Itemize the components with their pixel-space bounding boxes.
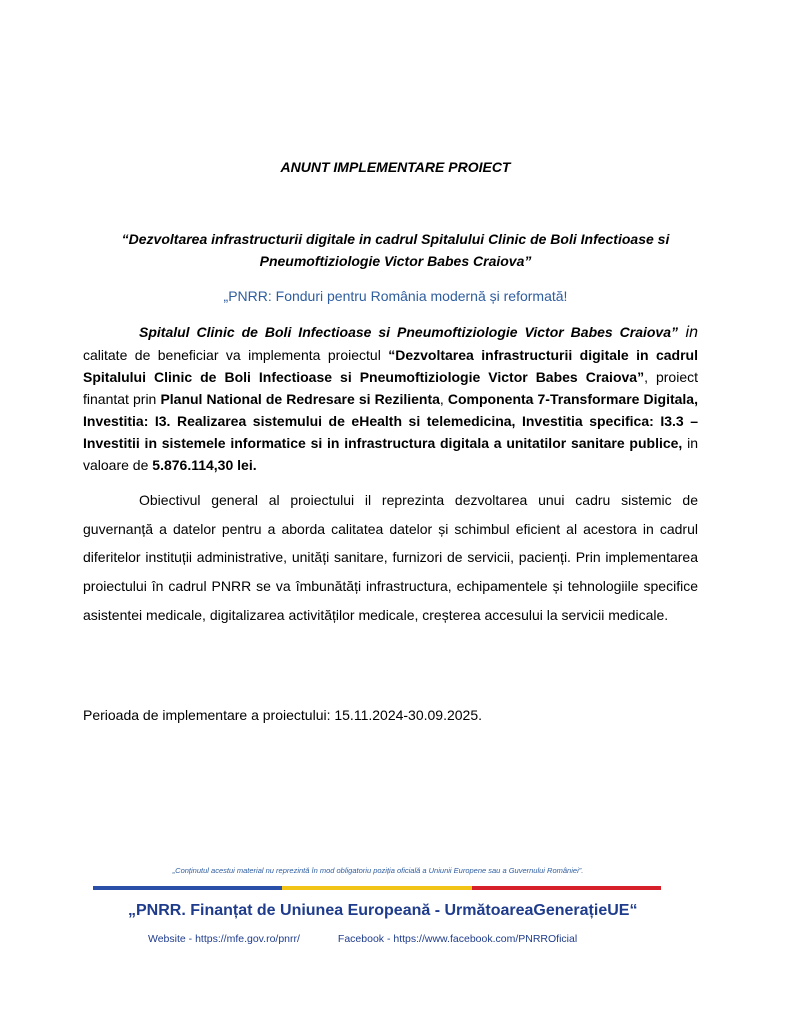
website-link[interactable]: Website - https://mfe.gov.ro/pnrr/ [148,933,300,945]
flag-bar-red [472,886,661,890]
page-title: ANUNT IMPLEMENTARE PROIECT [280,159,511,175]
eu-disclaimer: „Conținutul acestui material nu reprezintă în mod obligatoriu poziția oficială a Uniunii Europene sau a Guvernului României”. [172,866,584,875]
beneficiary-name: Spitalul Clinic de Boli Infectioase si Pneumoftiziologie Victor Babes Craiova” [139,324,679,340]
flag-bar-blue [93,886,282,890]
paragraph-text: in [678,324,698,341]
facebook-link[interactable]: Facebook - https://www.facebook.com/PNRROficial [337,933,578,945]
paragraph-beneficiary [83,321,698,476]
program-name: Planul National de Redresare si Rezilienta [160,391,440,407]
footer-title: „PNRR. Finanțat de Uniunea Europeană - UrmătoareaGenerațieUE“ [128,902,638,919]
component-name: Componenta 7-Transformare Digitala, Investitia: I3. Realizarea sistemului de eHealth si telemedicina, Investitia specifica: I3.3 – Investitii in sistemele informatice si in infrastructura digitala a unitatilor sanitare publice, [83,391,698,451]
pnrr-slogan: „PNRR: Fonduri pentru România modernă și reformată! [223,288,568,304]
paragraph-text: , proiect finantat prin [83,369,698,407]
paragraph-text: calitate de beneficiar va implementa proiectul [83,347,389,363]
paragraph-text: in valoare de [83,435,698,473]
flag-bar-yellow [282,886,471,890]
footer-links [148,933,577,945]
flag-color-bar [93,886,661,890]
implementation-period: Perioada de implementare a proiectului: 15.11.2024-30.09.2025. [83,707,483,723]
paragraph-objective [83,486,698,630]
project-title: “Dezvoltarea infrastructurii digitale in cadrul Spitalului Clinic de Boli Infectioase si Pneumoftiziologie Victor Babes Craiova” [121,231,670,269]
project-value: 5.876.114,30 lei. [152,457,257,473]
objective-text: Obiectivul general al proiectului il reprezinta dezvoltarea unui cadru sistemic de guvernanță a datelor pentru a aborda calitatea datelor și schimbul eficient al acestora in cadrul diferitelor instituții administrative, unități sanitare, furnizori de servicii, pacienți. Prin implementarea proiectului în cadrul PNRR se va îmbunătăți infrastructura, echipamentele și tehnologiile specifice asistentei medicale, digitalizarea activităților medicale, creșterea accesului la servicii medicale. [83,492,698,623]
paragraph-text: , [439,391,448,407]
project-name: “Dezvoltarea infrastructurii digitale in cadrul Spitalului Clinic de Boli Infectioase si Pneumoftiziologie Victor Babes Craiova” [83,347,698,385]
